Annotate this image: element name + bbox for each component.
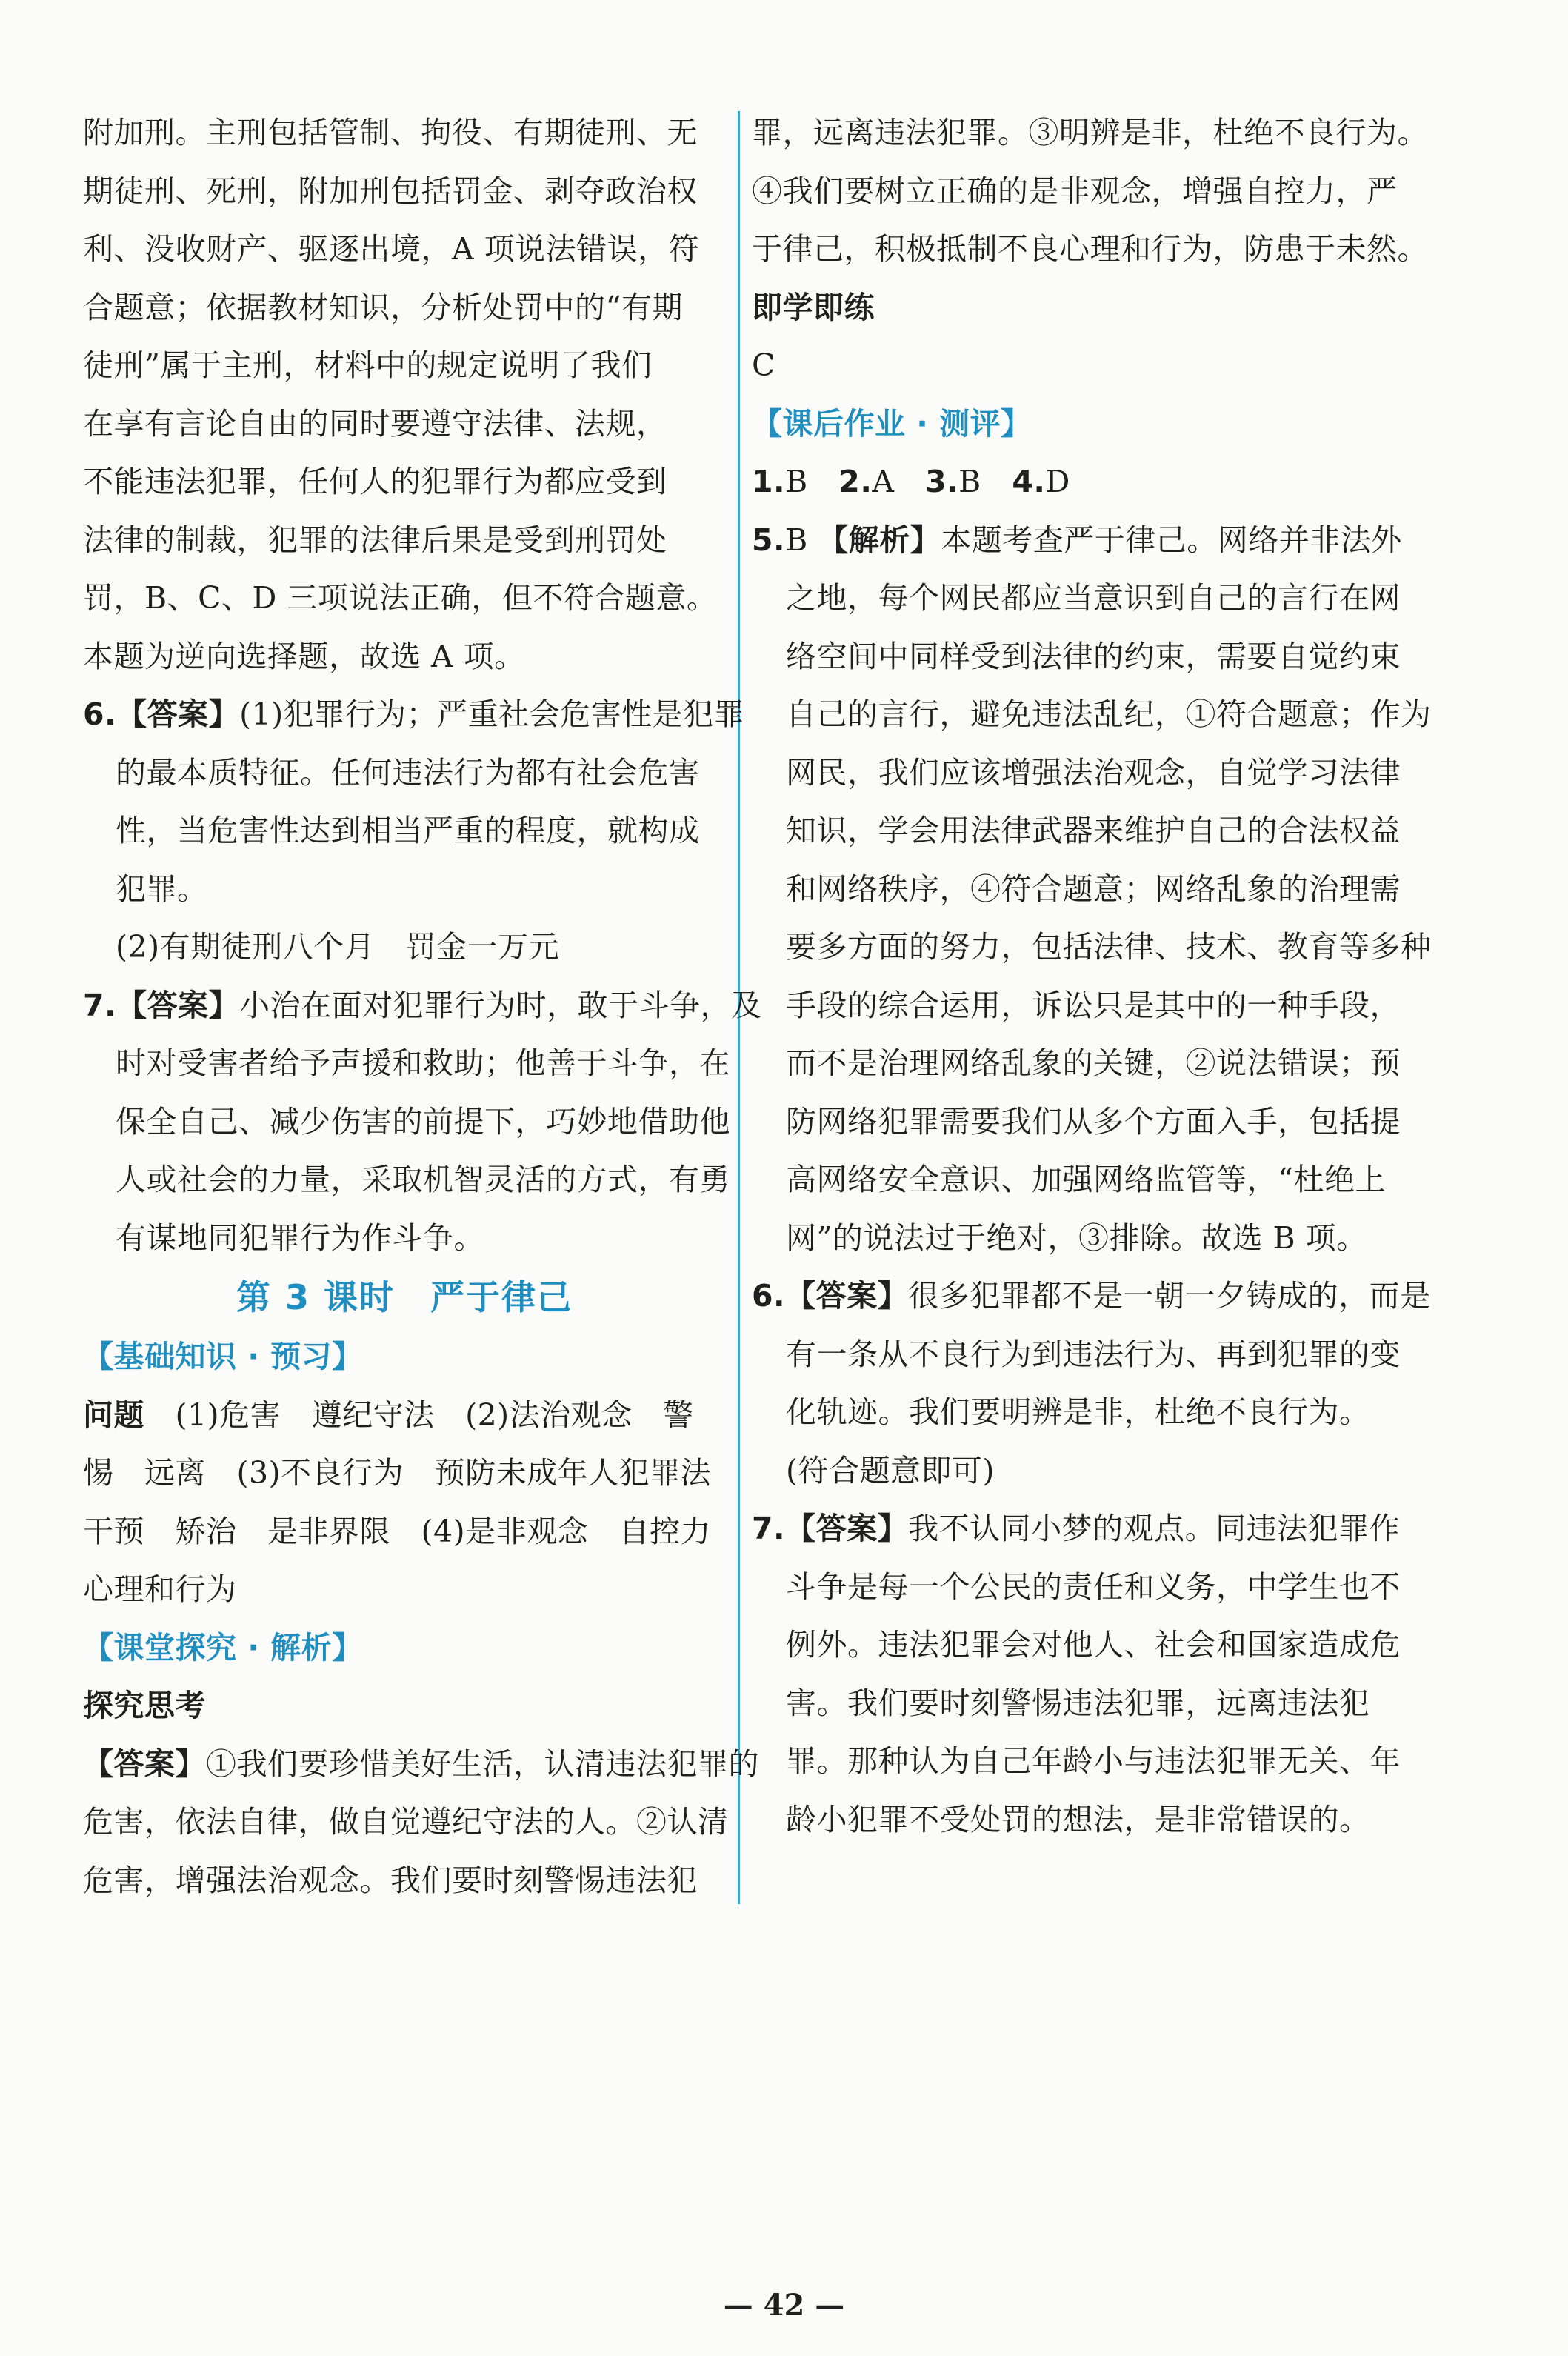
text-line: ①我们要珍惜美好生活，认清违法犯罪的: [206, 1746, 759, 1782]
text-line: 干预 矫治 是非界限 (4)是非观念 自控力: [83, 1513, 712, 1549]
text-line: 惕 远离 (3)不良行为 预防未成年人犯罪法: [83, 1455, 712, 1491]
text-line: 龄小犯罪不受处罚的想法，是非常错误的。: [786, 1801, 1370, 1837]
text-line: 人或社会的力量，采取机智灵活的方式，有勇: [116, 1162, 730, 1197]
section-heading-after-class: 【课后作业 · 测评】: [752, 405, 1032, 442]
text-line: 利、没收财产、驱逐出境，A 项说法错误，符: [83, 231, 700, 267]
text-line: 知识，学会用法律武器来维护自己的合法权益: [786, 813, 1401, 848]
text-line: 罪。那种认为自己年龄小与违法犯罪无关、年: [786, 1743, 1401, 1779]
text-line: 罚，B、C、D 三项说法正确，但不符合题意。: [83, 580, 718, 616]
text-line: 防网络犯罪需要我们从多个方面入手，包括提: [786, 1103, 1401, 1139]
text-line: (2)有期徒刑八个月 罚金一万元: [116, 929, 560, 965]
analysis-tag: 【解析】: [818, 522, 941, 558]
text-line: 时对受害者给予声援和救助；他善于斗争，在: [116, 1045, 730, 1081]
section-heading-basic: 【基础知识 · 预习】: [83, 1339, 363, 1374]
text-line: 危害，依法自律，做自觉遵纪守法的人。②认清: [83, 1804, 729, 1840]
text-line: 和网络秩序，④符合题意；网络乱象的治理需: [786, 871, 1401, 907]
multiple-choice-answers: [752, 453, 1404, 511]
text-line: 在享有言论自由的同时要遵守法律、法规，: [83, 405, 667, 442]
choice-answer: B: [785, 522, 808, 558]
text-line: 本题考查严于律己。网络并非法外: [941, 522, 1402, 558]
question-number: 1.: [752, 464, 786, 499]
text-line: 犯罪。: [116, 871, 208, 907]
text-line: 有谋地同犯罪行为作斗争。: [116, 1219, 484, 1256]
text-line: 络空间中同样受到法律的约束，需要自觉约束: [786, 638, 1401, 674]
text-line: 心理和行为: [83, 1571, 237, 1607]
answer-tag: 【答案】: [116, 696, 240, 732]
text-line: 罪，远离违法犯罪。③明辨是非，杜绝不良行为。: [752, 115, 1428, 150]
text-line: 有一条从不良行为到违法行为、再到犯罪的变: [786, 1336, 1401, 1372]
question-6-answer: [83, 685, 745, 976]
text-line: 不能违法犯罪，任何人的犯罪行为都应受到: [83, 464, 667, 499]
subsection-title: 即学即练: [752, 289, 875, 325]
question-number: 6.: [752, 1278, 786, 1314]
lesson-title: 第 3 课时 严于律己: [236, 1277, 573, 1317]
question-6-answer: [752, 1267, 1431, 1500]
practice-answer: C: [752, 347, 775, 383]
question-5-analysis: [752, 511, 1432, 1268]
question-7-answer: [752, 1500, 1404, 1848]
answer-tag: 【答案】: [785, 1278, 909, 1314]
text-line: 危害，增强法治观念。我们要时刻警惕违法犯: [83, 1862, 698, 1898]
text-line: 于律己，积极抵制不良心理和行为，防患于未然。: [752, 231, 1428, 267]
choice-answer: B: [785, 464, 808, 499]
text-line: 网”的说法过于绝对，③排除。故选 B 项。: [786, 1219, 1367, 1256]
right-column: [752, 104, 1432, 1848]
text-line: 附加刑。主刑包括管制、拘役、有期徒刑、无: [83, 115, 698, 150]
question-number: 2.: [838, 464, 873, 499]
text-line: 保全自己、减少伤害的前提下，巧妙地借助他: [116, 1103, 730, 1139]
text-line: (1)危害 遵纪守法 (2)法治观念 警: [144, 1397, 694, 1433]
text-line: 例外。违法犯罪会对他人、社会和国家造成危: [786, 1627, 1401, 1663]
text-line: 徒刑”属于主刑，材料中的规定说明了我们: [83, 347, 653, 383]
text-line: 性，当危害性达到相当严重的程度，就构成: [116, 813, 700, 848]
answer-tag: 【答案】: [785, 1511, 909, 1546]
text-line: 而不是治理网络乱象的关键，②说法错误；预: [786, 1045, 1401, 1081]
question-number: 7.: [752, 1511, 786, 1546]
text-line: 法律的制裁，犯罪的法律后果是受到刑罚处: [83, 522, 667, 558]
left-column: [83, 104, 762, 1909]
question-number: 4.: [1012, 464, 1046, 499]
text-line: 小治在面对犯罪行为时，敢于斗争，及: [239, 987, 762, 1023]
text-line: 本题为逆向选择题，故选 A 项。: [83, 638, 525, 674]
text-line: 要多方面的努力，包括法律、技术、教育等多种: [786, 929, 1432, 965]
question-7-answer: [83, 976, 762, 1268]
text-line: 自己的言行，避免违法乱纪，①符合题意；作为: [786, 696, 1432, 732]
text-line: 的最本质特征。任何违法行为都有社会危害: [116, 754, 700, 791]
question-number: 7.: [83, 987, 117, 1023]
text-line: 期徒刑、死刑，附加刑包括罚金、剥夺政治权: [83, 173, 698, 209]
text-line: 高网络安全意识、加强网络监管等，“杜绝上: [786, 1162, 1386, 1197]
choice-answer: D: [1045, 464, 1070, 499]
text-line: 合题意；依据教材知识，分析处罚中的“有期: [83, 289, 683, 325]
question-number: 5.: [752, 522, 786, 558]
section-heading-class: 【课堂探究 · 解析】: [83, 1629, 363, 1665]
text-line: 化轨迹。我们要明辨是非，杜绝不良行为。: [786, 1394, 1370, 1430]
text-line: 网民，我们应该增强法治观念，自觉学习法律: [786, 754, 1401, 791]
text-line: 我不认同小梦的观点。同违法犯罪作: [908, 1511, 1401, 1546]
answer-tag: 【答案】: [83, 1746, 206, 1782]
question-number: 3.: [925, 464, 959, 499]
text-line: 手段的综合运用，诉讼只是其中的一种手段，: [786, 987, 1401, 1023]
text-line: 很多犯罪都不是一朝一夕铸成的，而是: [908, 1278, 1431, 1314]
text-line: 之地，每个网民都应当意识到自己的言行在网: [786, 580, 1401, 616]
text-line: (1)犯罪行为；严重社会危害性是犯罪: [239, 696, 745, 732]
text-line: 害。我们要时刻警惕违法犯罪，远离违法犯: [786, 1685, 1370, 1721]
subsection-title: 探究思考: [83, 1688, 206, 1723]
question-label: 问题: [83, 1397, 144, 1433]
page-number: — 42 —: [723, 2288, 845, 2323]
choice-answer: B: [958, 464, 981, 499]
text-line: 斗争是每一个公民的责任和义务，中学生也不: [786, 1568, 1401, 1605]
text-line: (符合题意即可): [786, 1452, 995, 1488]
question-number: 6.: [83, 696, 117, 732]
answer-tag: 【答案】: [116, 987, 240, 1023]
choice-answer: A: [872, 464, 895, 499]
text-line: ④我们要树立正确的是非观念，增强自控力，严: [752, 173, 1398, 209]
